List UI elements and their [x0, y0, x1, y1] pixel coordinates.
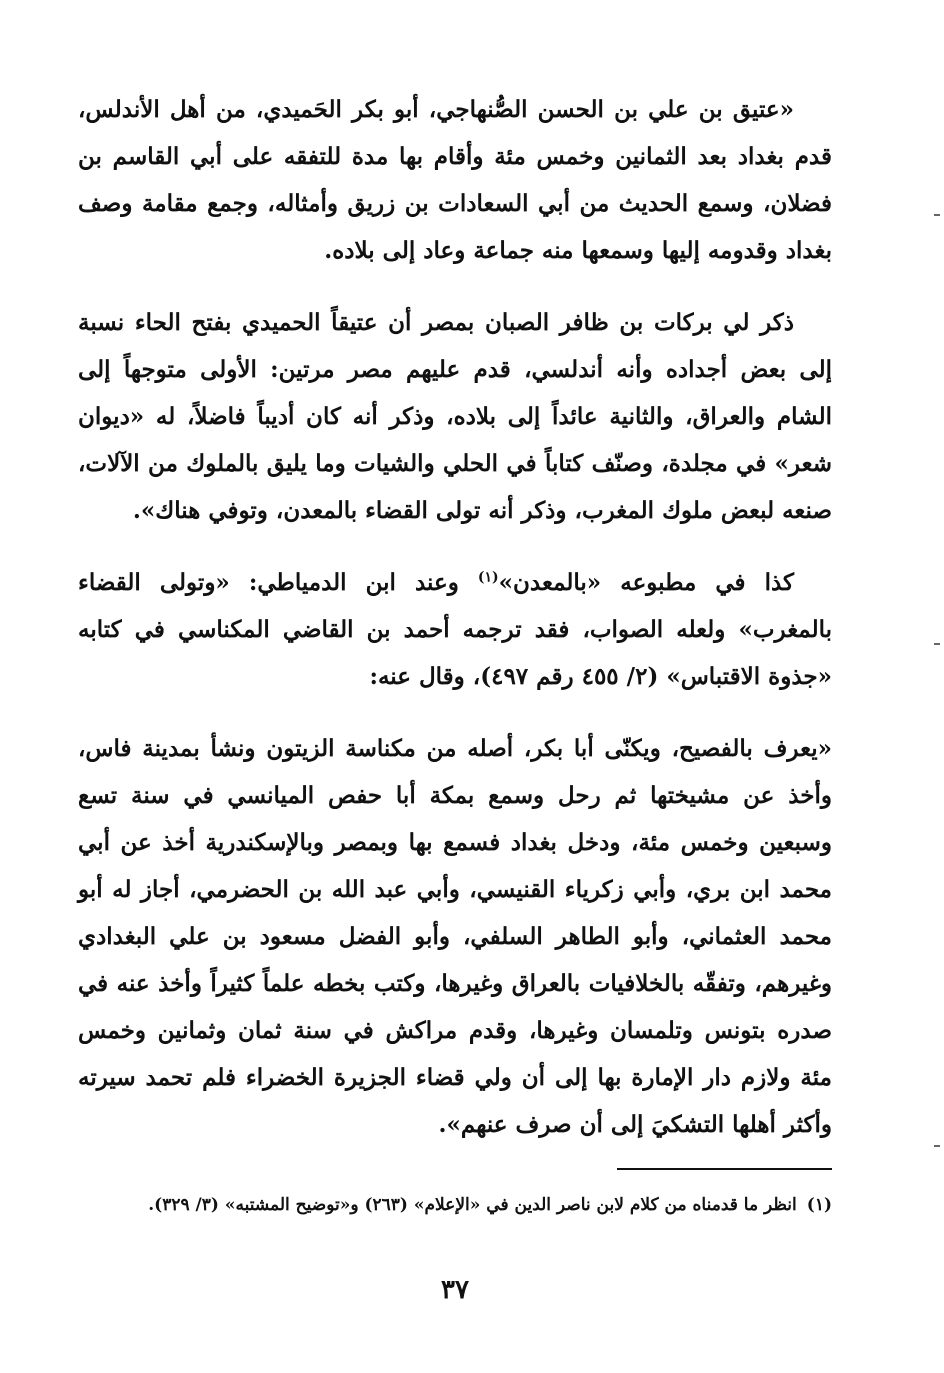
margin-mark: [934, 643, 940, 645]
margin-mark: [934, 214, 940, 216]
footnote-number: (١): [806, 1195, 832, 1215]
margin-mark: [934, 1145, 940, 1147]
paragraph-barakat-report: ذكر لي بركات بن ظافر الصبان بمصر أن عتيقاً الحميدي بفتح الحاء نسبة إلى بعض أجداده وأنه أندلسي، قدم عليهم مصر مرتين: الأولى متوجهاً إلى الشام والعراق، والثانية عائداً إلى بلاده، وذكر أنه كان أديباً فاضلاً، له «ديوان شعر» في مجلدة، وصنّف كتاباً في الحلي والشيات وما يليق بالملوك من الآلات، صنعه لبعض ملوك المغرب، وذكر أنه تولى القضاء بالمعدن، وتوفي هناك».: [78, 309, 832, 524]
paragraph-quote-biography: «عتيق بن علي بن الحسن الصُّنهاجي، أبو بكر الحَميدي، من أهل الأندلس، قدم بغداد بعد الثمانين وخمس مئة وأقام بها مدة للتفقه على أبي القاسم بن فضلان، وسمع الحديث من أبي السعادات بن زريق وأمثاله، وجمع مقامة وصف بغداد وقدومه إليها وسمعها منه جماعة وعاد إلى بلاده.: [78, 96, 832, 264]
page-number: ٣٧: [441, 1275, 469, 1305]
footnote-text: انظر ما قدمناه من كلام لابن ناصر الدين في «الإعلام» (٢٦٣) و«توضيح المشتبه» (٣/ ٣٢٩).: [148, 1195, 797, 1215]
editor-note-text-before: كذا في مطبوعه «بالمعدن»: [498, 569, 794, 596]
footnote-divider: [617, 1168, 832, 1170]
footnote: [78, 1188, 832, 1222]
paragraph-editor-note: [78, 559, 832, 700]
paragraph-jadhwa-quote: «يعرف بالفصيح، ويكنّى أبا بكر، أصله من مكناسة الزيتون ونشأ بمدينة فاس، وأخذ عن مشيختها ثم رحل وسمع بمكة أبا حفص الميانسي في سنة تسع وسبعين وخمس مئة، ودخل بغداد فسمع بها وبمصر وبالإسكندرية أخذ عن أبي محمد ابن بري، وأبي زكرياء القنيسي، وأبي عبد الله بن الحضرمي، أجاز له أبو محمد العثماني، وأبو الطاهر السلفي، وأبو الفضل مسعود بن علي البغدادي وغيرهم، وتفقّه بالخلافيات بالعراق وغيرها، وكتب بخطه علماً كثيراً وأخذ عنه في صدره بتونس وتلمسان وغيرها، وقدم مراكش في سنة ثمان وثمانين وخمس مئة ولازم دار الإمارة بها إلى أن ولي قضاء الجزيرة الخضراء فلم تحمد سيرته وأكثر أهلها التشكيَ إلى أن صرف عنهم».: [78, 735, 832, 1138]
editor-note-text-after: وعند ابن الدمياطي: «وتولى القضاء بالمغرب» ولعله الصواب، فقد ترجمه أحمد بن القاضي المكناسي في كتابه «جذوة الاقتباس» (٢/ ٤٥٥ رقم ٤٩٧)، وقال عنه:: [78, 569, 832, 690]
page-body: [78, 86, 832, 1173]
footnote-reference[interactable]: (١): [477, 569, 499, 586]
